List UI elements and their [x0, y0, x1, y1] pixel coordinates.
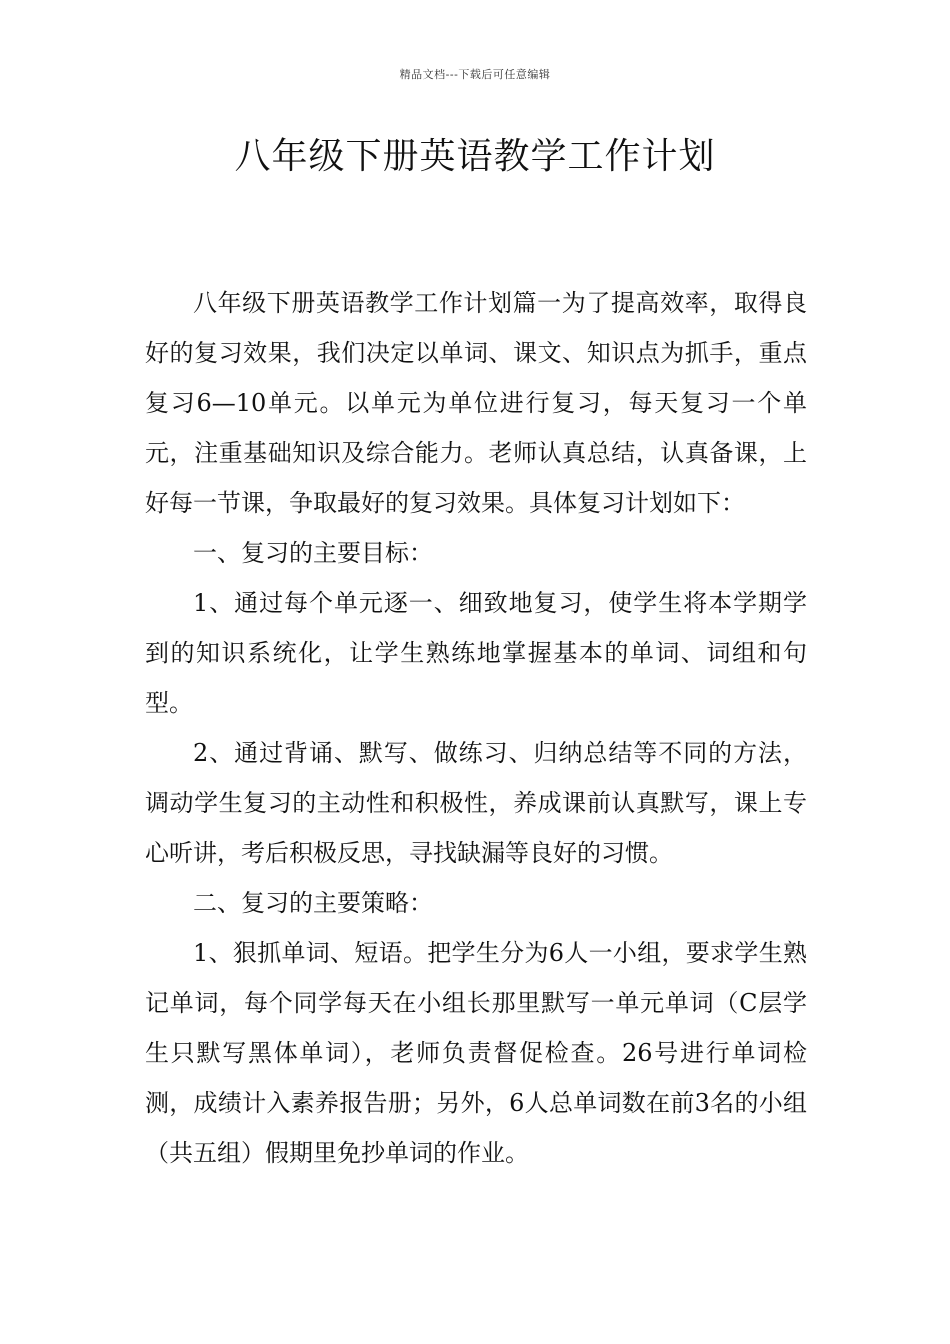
paragraph-goal-2: 2、通过背诵、默写、做练习、归纳总结等不同的方法，调动学生复习的主动性和积极性，养成课前认真默写，课上专心听讲，考后积极反思，寻找缺漏等良好的习惯。: [145, 739, 807, 867]
paragraph-goal-1: 1、通过每个单元逐一、细致地复习，使学生将本学期学到的知识系统化，让学生熟练地掌握基本的单词、词组和句型。: [145, 589, 807, 717]
header-note: 精品文档---下载后可任意编辑: [399, 68, 551, 81]
section-heading-strategies: 二、复习的主要策略：: [193, 889, 433, 917]
document-title: 八年级下册英语教学工作计划: [234, 136, 716, 177]
paragraph-strategy-1: 1、狠抓单词、短语。把学生分为6人一小组，要求学生熟记单词，每个同学每天在小组长那里默写一单元单词（C层学生只默写黑体单词），老师负责督促检查。26号进行单词检测，成绩计入素养报告册；另外，6人总单词数在前3名的小组（共五组）假期里免抄单词的作业。: [145, 939, 807, 1167]
paragraph-intro: 八年级下册英语教学工作计划篇一为了提高效率，取得良好的复习效果，我们决定以单词、课文、知识点为抓手，重点复习6—10单元。以单元为单位进行复习，每天复习一个单元，注重基础知识及综合能力。老师认真总结，认真备课，上好每一节课，争取最好的复习效果。具体复习计划如下：: [145, 289, 807, 517]
section-heading-goals: 一、复习的主要目标：: [193, 539, 433, 567]
document-body: [145, 278, 807, 1178]
